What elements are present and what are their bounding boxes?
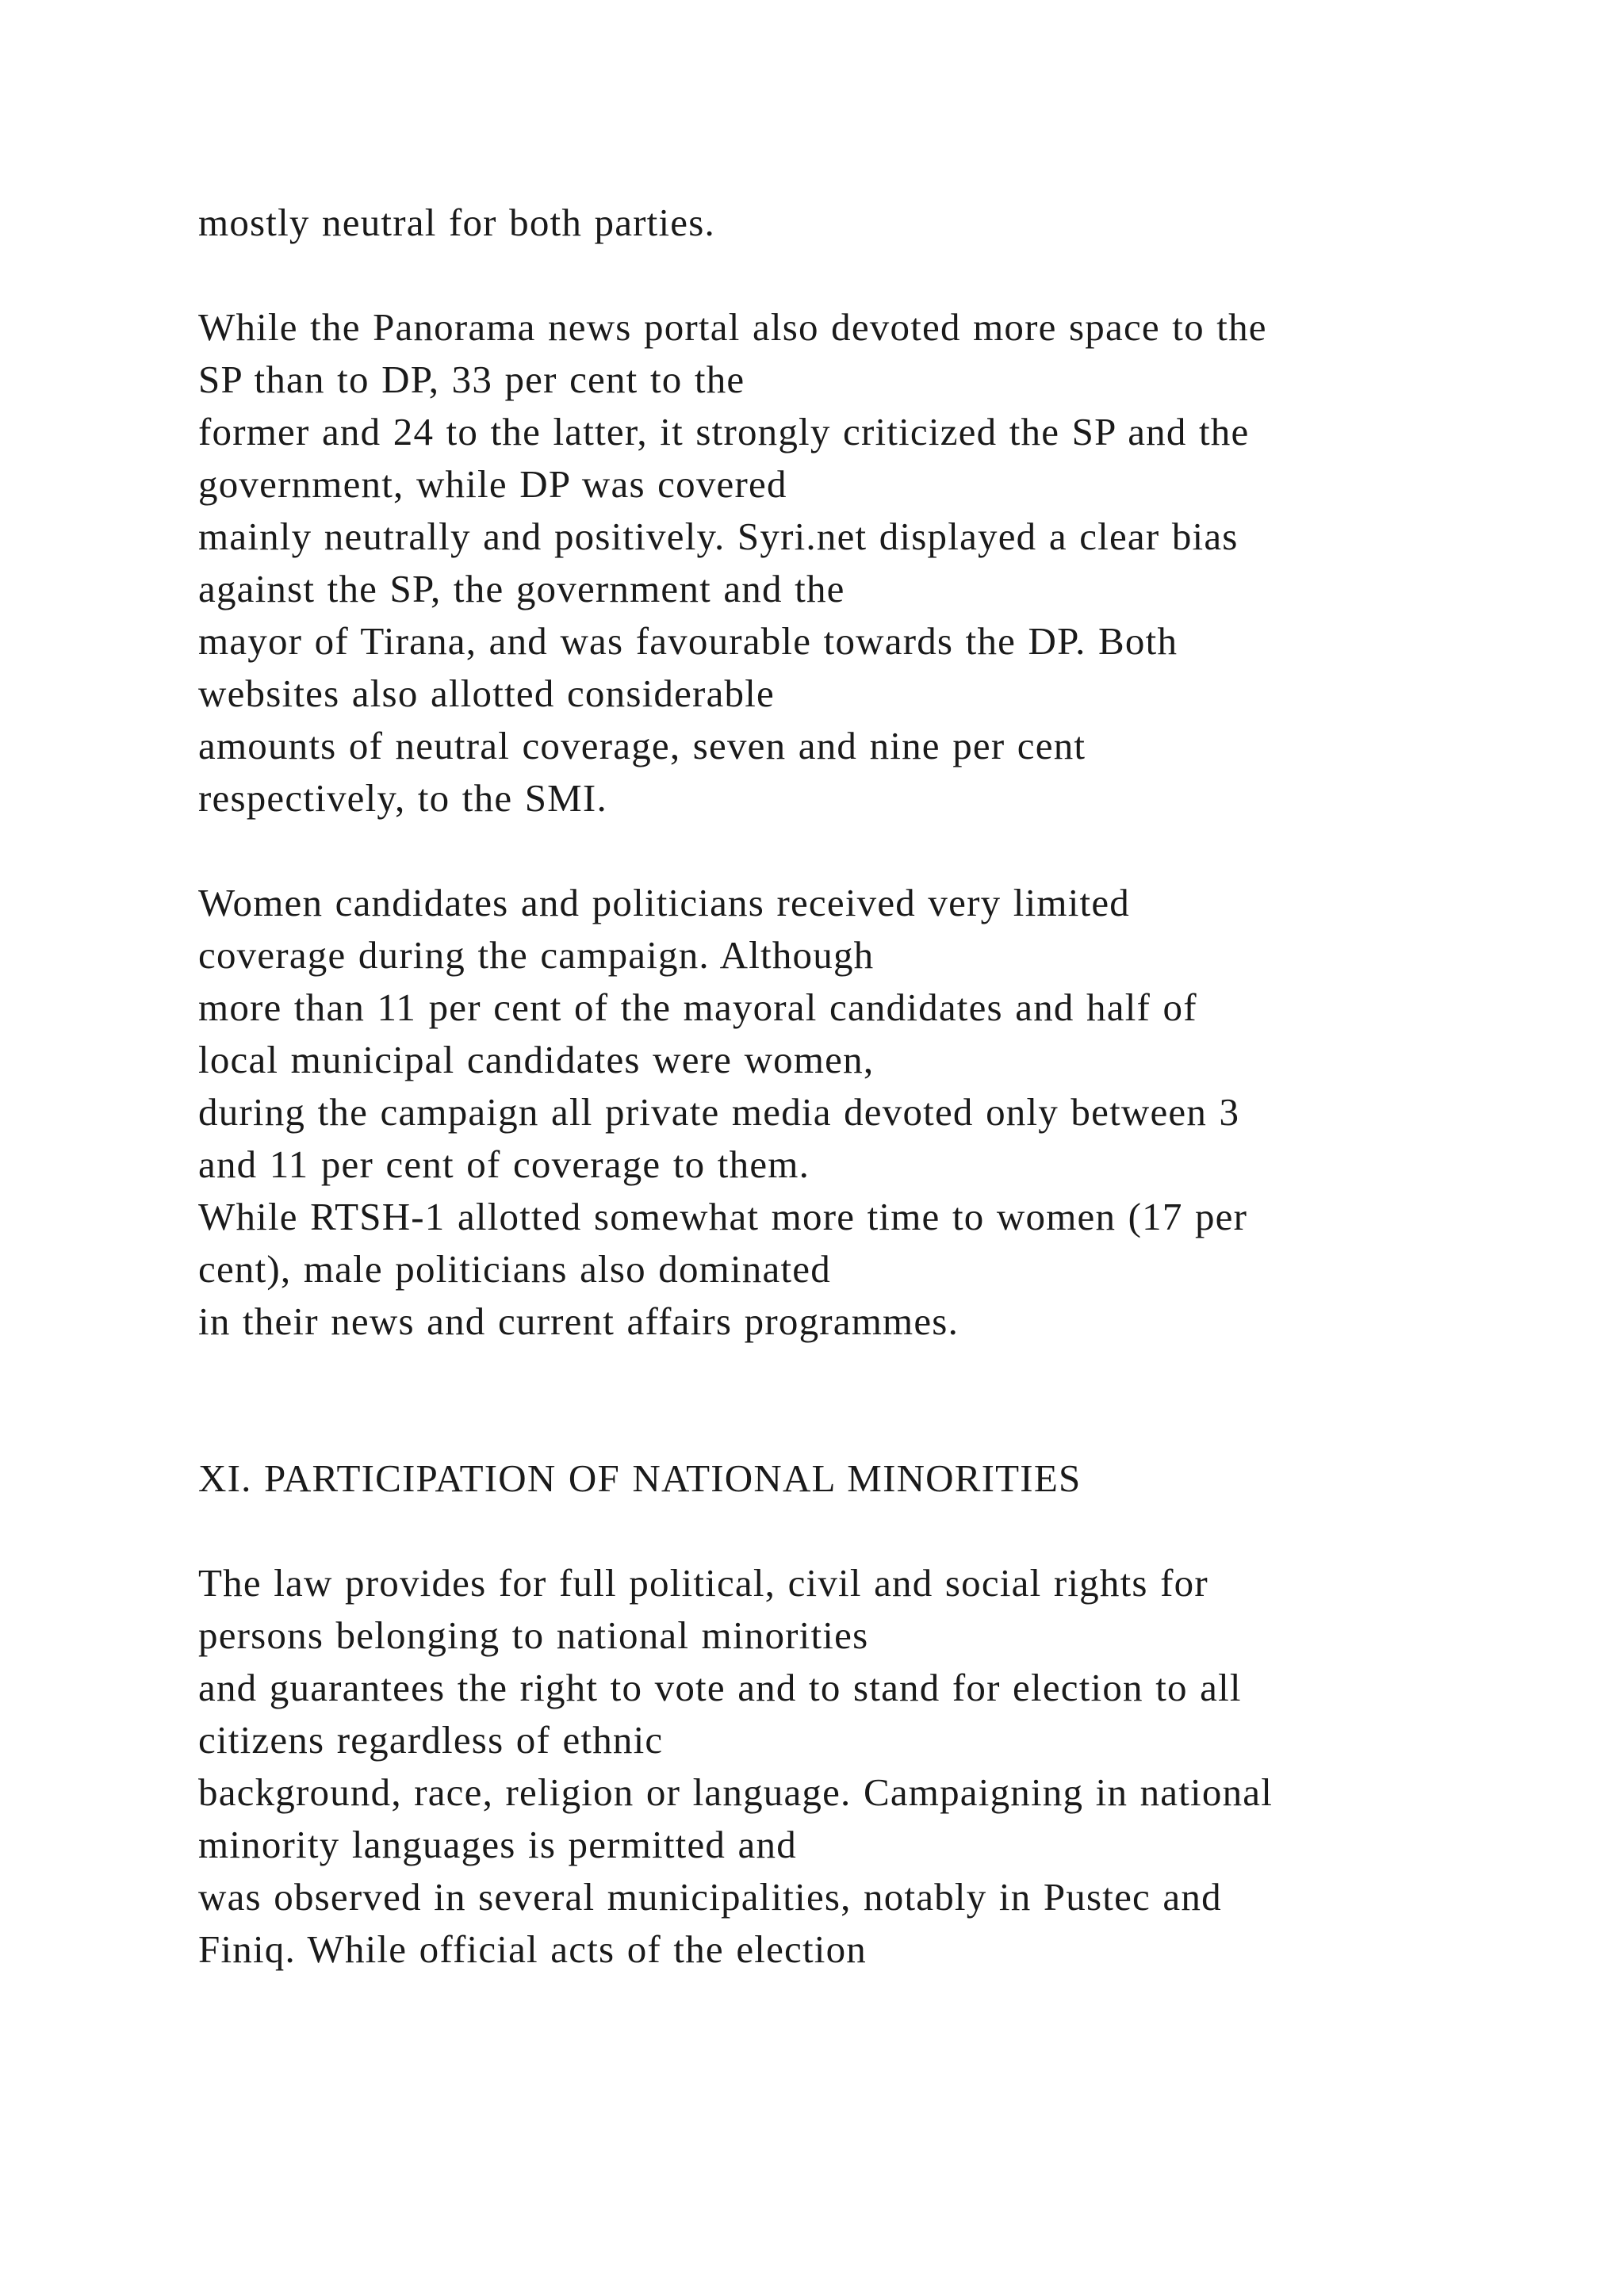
text-line: coverage during the campaign. Although xyxy=(198,933,875,977)
paragraph-women-coverage xyxy=(198,877,1546,1348)
text-line: SP than to DP, 33 per cent to the xyxy=(198,358,745,401)
text-line: Finiq. While official acts of the election xyxy=(198,1927,868,1971)
text-line: in their news and current affairs programmes. xyxy=(198,1299,959,1343)
text-line: government, while DP was covered xyxy=(198,462,787,506)
text-line: local municipal candidates were women, xyxy=(198,1038,875,1081)
paragraph-panorama-syri xyxy=(198,301,1546,825)
text-line: mayor of Tirana, and was favourable towards the DP. Both xyxy=(198,619,1178,663)
text-line: was observed in several municipalities, notably in Pustec and xyxy=(198,1875,1222,1919)
text-line: While the Panorama news portal also devoted more space to the xyxy=(198,305,1267,349)
section-heading: XI. PARTICIPATION OF NATIONAL MINORITIES xyxy=(198,1456,1082,1500)
text-line: citizens regardless of ethnic xyxy=(198,1718,664,1762)
text-line: and 11 per cent of coverage to them. xyxy=(198,1142,810,1186)
text-line: background, race, religion or language. Campaigning in national xyxy=(198,1770,1274,1814)
text-line: persons belonging to national minorities xyxy=(198,1613,869,1657)
text-line: minority languages is permitted and xyxy=(198,1823,797,1866)
text-line: former and 24 to the latter, it strongly criticized the SP and the xyxy=(198,410,1250,453)
text-line: respectively, to the SMI. xyxy=(198,776,607,820)
text-line: amounts of neutral coverage, seven and nine per cent xyxy=(198,724,1086,767)
text-line: against the SP, the government and the xyxy=(198,567,845,610)
paragraph-gap xyxy=(198,249,1546,301)
text-line: more than 11 per cent of the mayoral candidates and half of xyxy=(198,985,1197,1029)
text-line: While RTSH-1 allotted somewhat more time to women (17 per xyxy=(198,1195,1248,1238)
paragraph-gap xyxy=(198,825,1546,877)
document-body xyxy=(198,197,1546,1976)
text-line: and guarantees the right to vote and to stand for election to all xyxy=(198,1666,1242,1709)
text-line: during the campaign all private media devoted only between 3 xyxy=(198,1090,1240,1134)
text-line: mainly neutrally and positively. Syri.net displayed a clear bias xyxy=(198,515,1239,558)
paragraph-continuation xyxy=(198,197,1546,249)
paragraph-minorities-rights xyxy=(198,1557,1546,1976)
text-line: mostly neutral for both parties. xyxy=(198,201,715,244)
section-gap xyxy=(198,1348,1546,1452)
text-line: Women candidates and politicians received very limited xyxy=(198,881,1130,924)
text-line: cent), male politicians also dominated xyxy=(198,1247,831,1291)
text-line: websites also allotted considerable xyxy=(198,672,775,715)
text-line: The law provides for full political, civil and social rights for xyxy=(198,1561,1208,1605)
paragraph-gap xyxy=(198,1505,1546,1557)
